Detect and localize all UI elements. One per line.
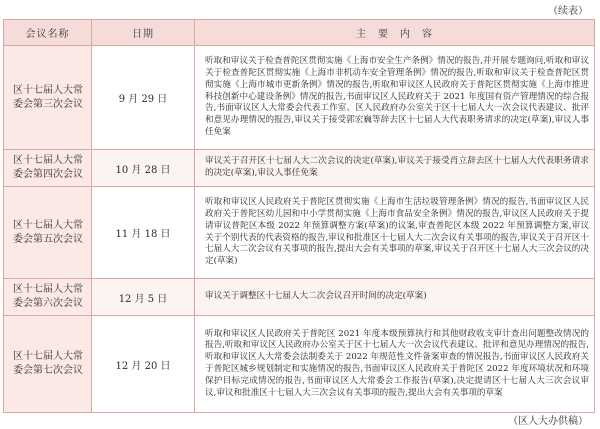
meeting-name: 区十七届人大常委会第三次会议 (4, 46, 92, 150)
meeting-name: 区十七届人大常委会第七次会议 (4, 316, 92, 413)
meeting-content: 审议关于召开区十七届人大二次会议的决定(草案),审议关于接受肖立辞去区十七届人大代表职务请求的决定(草案),审议人事任免案 (195, 150, 595, 187)
table-row (4, 187, 595, 279)
header-content: 主 要 内 容 (195, 20, 595, 46)
table-row (4, 150, 595, 187)
table-row (4, 46, 595, 150)
header-meeting-name: 会议名称 (4, 20, 92, 46)
meeting-content: 听取和审议区人民政府关于普陀区 2021 年度本级预算执行和其他财政收支审计查出问题整改情况的报告,听取和审议区人民政府办公室关于区十七届人大一次会议代表建议、批评和意见办理情况的报告,听取和审议区人大常委会法制委关于 2022 年规范性文件备案审查的情况报告,书面审议区人民政府关于普陀区城乡规划制定和实施情况的报告,书面审议区人民政府关于普陀区 2022 年度环境状况和环境保护目标完成情况的报告,书面审议区人大常委会工作报告(草案),决定提请区十七届人大三次会议审议,审议和批准区十七届人大三次会议有关事项的报告,提出大会有关事项的草案 (195, 316, 595, 413)
meeting-date: 12 月 20 日 (92, 316, 195, 413)
meeting-name: 区十七届人大常委会第五次会议 (4, 187, 92, 279)
meeting-date: 10 月 28 日 (92, 150, 195, 187)
meetings-table (3, 19, 595, 413)
meeting-name: 区十七届人大常委会第四次会议 (4, 150, 92, 187)
meeting-date: 11 月 18 日 (92, 187, 195, 279)
table-header-row (4, 20, 595, 46)
meeting-date: 12 月 5 日 (92, 279, 195, 316)
table-row (4, 279, 595, 316)
header-date: 日期 (92, 20, 195, 46)
source-footer: （区人大办供稿） (508, 416, 588, 427)
meeting-name: 区十七届人大常委会第六次会议 (4, 279, 92, 316)
continued-label: （续表） (548, 6, 588, 17)
meeting-content: 审议关于调整区十七届人大二次会议召开时间的决定(草案) (195, 279, 595, 316)
meeting-content: 听取和审议区人民政府关于普陀区贯彻实施《上海市生活垃圾管理条例》情况的报告,书面审议区人民政府关于普陀区幼儿园和中小学贯彻实施《上海市食品安全条例》情况的报告,审议区人民政府关于提请审议普陀区本级 2022 年预算调整方案(草案)的议案,审查普陀区本级 2022 年预算调整方案,审议关于个别代表的代表资格的报告,审议和批准区十七届人大二次会议有关事项的报告,审议关于召开区十七届人大二次会议有关事项的报告,提出大会有关事项的草案,审议关于召开区十七届人大三次会议的决定(草案) (195, 187, 595, 279)
meeting-date: 9 月 29 日 (92, 46, 195, 150)
meeting-content: 听取和审议关于检查普陀区贯彻实施《上海市安全生产条例》情况的报告,并开展专题询问,听取和审议关于检查普陀区贯彻实施《上海市非机动车安全管理条例》情况的报告,听取和审议关于检查普陀区贯彻实施《上海市城市更新条例》情况的报告,听取和审议区人民政府关于普陀区贯彻实施《上海市推进科技创新中心建设条例》情况的报告,书面审议区人民政府关于 2021 年度国有资产管理情况的综合报告,书面审议区人大常委会代表工作室、区人民政府办公室关于区十七届人大一次会议代表建议、批评和意见办理情况的报告,审议关于接受郭宏巍等辞去区十七届人大代表职务请求的决定(草案),审议人事任免案 (195, 46, 595, 150)
table-row (4, 316, 595, 413)
